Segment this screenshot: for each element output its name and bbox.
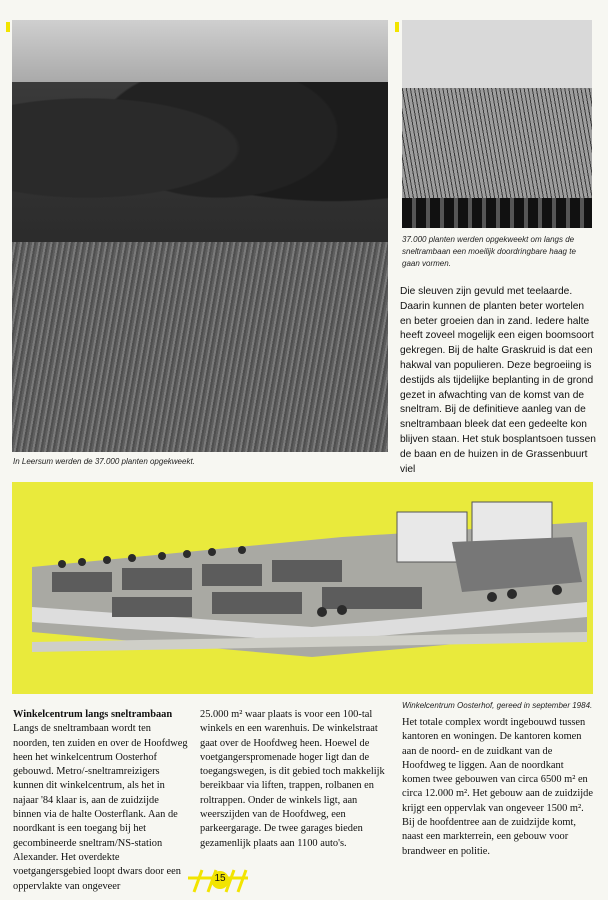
- article-column-1-text: Langs de sneltrambaan wordt ten noorden, ten zuiden en over de Hoofdweg heen het winkelcentrum Oosterhof gebouwd. Metro/-sneltramreizigers kunnen dit winkelcentrum, als het in najaar '84 klaar is, aan de zuidzijde binnen via de halte Oosterflank. Aan de noordkant is een toegang bij het gecombineerde sneltram/NS-station Alexander. Het overdekte voetgangersgebied loopt dwars door een oppervlakte van ongeveer: [13, 723, 188, 892]
- article-heading: Winkelcentrum langs sneltrambaan: [13, 709, 173, 720]
- leersum-field-photo: [12, 20, 388, 452]
- side-text: Die sleuven zijn gevuld met teelaarde. Daarin kunnen de planten beter wortelen en beter groeien dan in zand. Iedere halte heeft zoveel mogelijk een eigen boomsoort gekregen. Bij de halte Graskruid is dat een hakwal van populieren. Deze begroeiing is destijds als tijdelijke beplanting in de grond gezet in afwachting van de komst van de sneltram. Bij de definitieve aanleg van de sneltrambaan bleek dat een gedeelte kon blijven staan. Het stuk bosplantsoen tussen de baan en de huizen in de Grassenbuurt viel: [400, 286, 596, 475]
- page-number: 15: [214, 873, 226, 884]
- article-column-1: [13, 708, 189, 894]
- photo2-caption: 37.000 planten werden opgekweekt om langs de sneltrambaan een moeilijk doordringbare haag te gaan vormen.: [402, 235, 576, 268]
- yellow-marker: [6, 22, 10, 32]
- article-column-2: 25.000 m² waar plaats is voor een 100-tal winkels en een warenhuis. De winkelstraat gaat over de Hoofdweg heen. Hoewel de voetgangerspromenade hoger ligt dan de toegangswegen, is dit gebied toch makkelijk bereikbaar via liften, trappen, rolbanen en roltrappen. Onder de winkels ligt, aan weerszijden van de Hoofdweg, een parkeergarage. De twee garages bieden gezamenlijk plaats aan 1100 auto's.: [200, 709, 385, 849]
- page-number-badge: [188, 868, 248, 894]
- yellow-marker: [395, 22, 399, 32]
- aerial-shopping-center-drawing: [12, 482, 593, 694]
- photo1-caption: In Leersum werden de 37.000 planten opgekweekt.: [13, 457, 195, 466]
- aerial-caption: Winkelcentrum Oosterhof, gereed in september 1984.: [402, 701, 593, 710]
- article-column-3: Het totale complex wordt ingebouwd tussen kantoren en woningen. De kantoren komen aan de noord- en de zuidkant van de Hoofdweg te liggen. Aan de noordkant komen twee gebouwen van circa 6500 m² en circa 12.000 m². Het gebouw aan de zuidzijde krijgt een oppervlak van ongeveer 1500 m². Bij de hoofdentree aan de zuidzijde komt, naast een markterrein, een gebouw voor brandweer en politie.: [402, 717, 593, 857]
- tram-plants-photo: [402, 20, 592, 228]
